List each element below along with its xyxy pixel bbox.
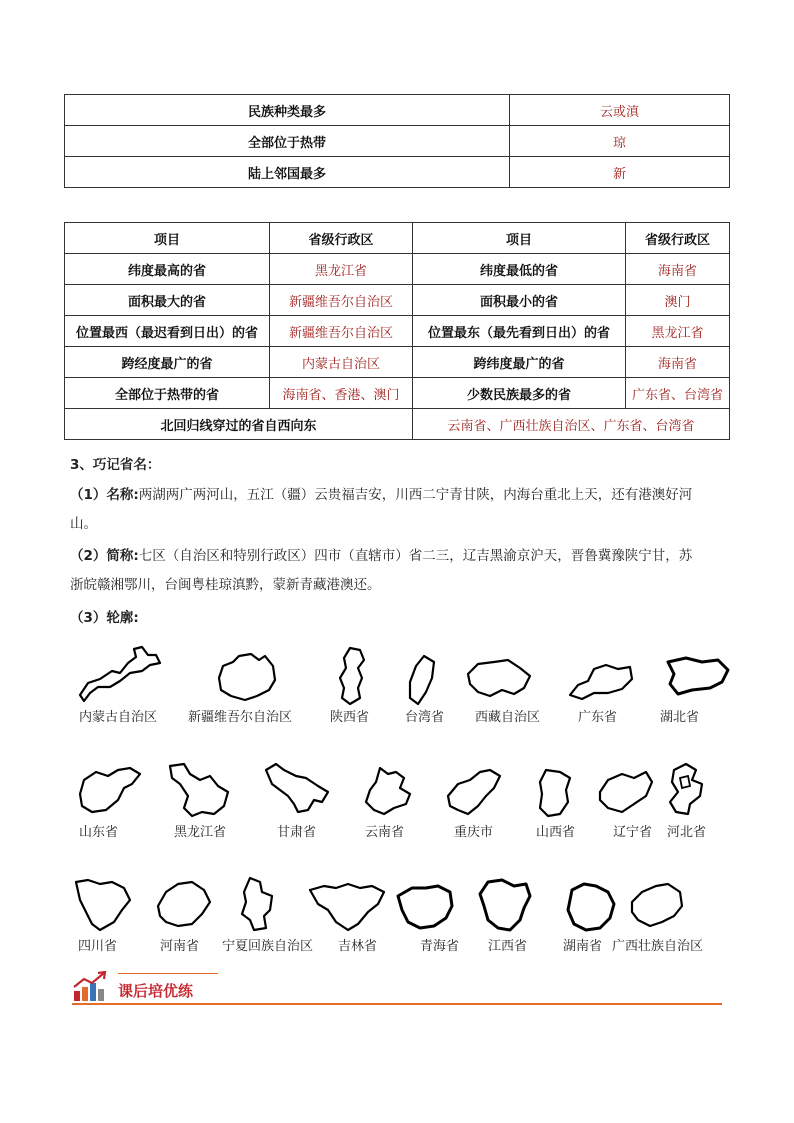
table-cell-value: 云或滇: [510, 95, 730, 126]
table-cell: 新疆维吾尔自治区: [270, 285, 413, 316]
table-cell: 云南省、广西壮族自治区、广东省、台湾省: [413, 409, 730, 440]
outline-heilongjiang: [166, 760, 232, 820]
outline-hubei: [662, 654, 732, 700]
table-cell-value: 琼: [510, 126, 730, 157]
table-cell: 纬度最低的省: [413, 254, 626, 285]
footer-divider: [72, 1003, 722, 1005]
table-row: [65, 285, 730, 316]
label-liaoning: 辽宁省: [613, 825, 653, 840]
outline-hunan: [562, 880, 618, 936]
mnemonic-abbrev: [70, 546, 730, 566]
outline-qinghai: [394, 882, 456, 936]
outline-jilin: [306, 880, 388, 934]
mnemonic-text: 七区（自治区和特别行政区）四市（直辖市）省二三，辽吉黑渝京沪天，晋鲁冀豫陕宁甘，苏: [138, 548, 693, 564]
table-cell: 位置最东（最先看到日出）的省: [413, 316, 626, 347]
label-hunan: 湖南省: [563, 939, 603, 954]
table-cell: 内蒙古自治区: [270, 347, 413, 378]
table-cell: 海南省: [626, 347, 730, 378]
table-row: [65, 378, 730, 409]
label-taiwan: 台湾省: [405, 710, 445, 725]
table-row: [65, 316, 730, 347]
table-row: [65, 347, 730, 378]
outline-xinjiang: [213, 650, 279, 706]
table-cell-value: 新: [510, 157, 730, 188]
table-cell: 新疆维吾尔自治区: [270, 316, 413, 347]
mnemonic-label: （2）简称:: [70, 548, 139, 564]
mnemonic-names: [70, 485, 730, 505]
outline-ningxia: [236, 874, 280, 934]
table-cell: 全部位于热带的省: [65, 378, 270, 409]
table-cell: 澳门: [626, 285, 730, 316]
outline-shandong: [74, 764, 146, 818]
label-heilongjiang: 黑龙江省: [174, 825, 227, 840]
outline-chongqing: [442, 766, 506, 818]
label-hebei: 河北省: [667, 825, 707, 840]
outline-guangxi: [626, 880, 686, 932]
table-row: [65, 126, 730, 157]
outline-henan: [152, 876, 214, 932]
outline-heading-text: （3）轮廓:: [70, 610, 139, 626]
label-shanxi: 山西省: [536, 825, 576, 840]
label-henan: 河南省: [160, 939, 200, 954]
table-cell: 跨纬度最广的省: [413, 347, 626, 378]
table-cell: 少数民族最多的省: [413, 378, 626, 409]
outline-shanxi: [534, 766, 576, 822]
label-jilin: 吉林省: [338, 939, 378, 954]
outline-xizang: [464, 656, 534, 702]
outline-gansu: [262, 760, 332, 816]
label-shandong: 山东省: [79, 825, 119, 840]
table-header-row: [65, 223, 730, 254]
table-row: [65, 157, 730, 188]
label-sichuan: 四川省: [78, 939, 118, 954]
label-xizang: 西藏自治区: [475, 710, 541, 725]
table-cell-item: 民族种类最多: [65, 95, 510, 126]
bar-chart-growth-icon: [72, 971, 108, 1007]
outline-neimenggu: [76, 643, 162, 705]
table-cell: 海南省: [626, 254, 730, 285]
footer-title: 课后培优练: [118, 982, 194, 1000]
mnemonic-names-cont: 山。: [70, 516, 97, 532]
table-cell: 海南省、香港、澳门: [270, 378, 413, 409]
outline-hebei: [664, 760, 714, 820]
table-cell: 广东省、台湾省: [626, 378, 730, 409]
mnemonic-label: （1）名称:: [70, 487, 139, 503]
table-row: [65, 409, 730, 440]
section-heading: [70, 455, 160, 475]
table-cell: 面积最大的省: [65, 285, 270, 316]
label-chongqing: 重庆市: [454, 825, 494, 840]
outline-liaoning: [594, 768, 656, 818]
label-qinghai: 青海省: [420, 939, 460, 954]
header-item: 项目: [413, 223, 626, 254]
table-cell: 位置最西（最迟看到日出）的省: [65, 316, 270, 347]
summary-table-1: [64, 94, 730, 188]
mnemonic-abbrev-cont: 浙皖赣湘鄂川，台闽粤桂琼滇黔，蒙新青藏港澳还。: [70, 577, 381, 593]
label-neimenggu: 内蒙古自治区: [79, 710, 158, 725]
table-cell: 黑龙江省: [626, 316, 730, 347]
label-ningxia: 宁夏回族自治区: [222, 939, 314, 954]
table-cell: 跨经度最广的省: [65, 347, 270, 378]
label-xinjiang: 新疆维吾尔自治区: [188, 710, 293, 725]
label-guangxi: 广西壮族自治区: [612, 939, 704, 954]
label-shaanxi: 陕西省: [330, 710, 370, 725]
header-province: 省级行政区: [626, 223, 730, 254]
section-heading-text: 3、巧记省名：: [70, 457, 161, 473]
mnemonic-text: 两湖两广两河山，五江（疆）云贵福吉安，川西二宁青甘陕，内海台重北上天，还有港澳好河: [138, 487, 693, 503]
label-hubei: 湖北省: [660, 710, 700, 725]
outline-heading: [70, 608, 139, 628]
label-guangdong: 广东省: [578, 710, 618, 725]
outline-taiwan: [404, 652, 438, 708]
table-cell: 面积最小的省: [413, 285, 626, 316]
outline-sichuan: [72, 876, 134, 936]
label-gansu: 甘肃省: [277, 825, 317, 840]
outline-guangdong: [564, 659, 636, 705]
outline-shaanxi: [336, 644, 372, 708]
table-row: [65, 254, 730, 285]
table-cell-item: 陆上邻国最多: [65, 157, 510, 188]
table-cell: 黑龙江省: [270, 254, 413, 285]
table-cell: 北回归线穿过的省自西向东: [65, 409, 413, 440]
table-row: [65, 95, 730, 126]
footer-divider-top: [118, 973, 218, 974]
header-item: 项目: [65, 223, 270, 254]
header-province: 省级行政区: [270, 223, 413, 254]
table-cell: 纬度最高的省: [65, 254, 270, 285]
outline-jiangxi: [474, 876, 534, 934]
label-jiangxi: 江西省: [488, 939, 528, 954]
label-yunnan: 云南省: [365, 825, 405, 840]
table-cell-item: 全部位于热带: [65, 126, 510, 157]
province-extremes-table: [64, 222, 730, 440]
outline-yunnan: [360, 764, 416, 820]
